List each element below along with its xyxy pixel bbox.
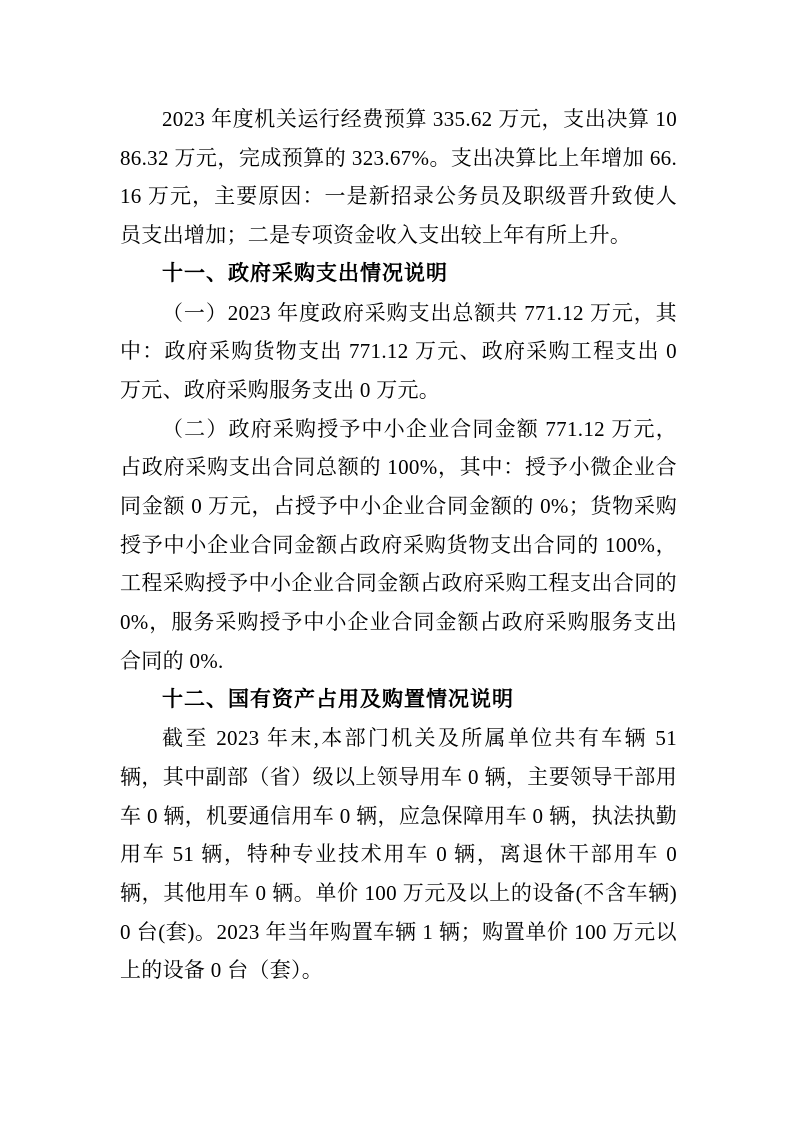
paragraph-state-assets-vehicles: 截至 2023 年末,本部门机关及所属单位共有车辆 51 辆，其中副部（省）级以上领导用车 0 辆，主要领导干部用车 0 辆，机要通信用车 0 辆，应急保障用车 0 辆，执法执勤用车 51 辆，特种专业技术用车 0 辆，离退休干部用车 0 辆，其他用车 0 辆。单价 100 万元及以上的设备(不含车辆)0 台(套)。2023 年当年购置车辆 1 辆；购置单价 100 万元以上的设备 0 台（套）。 <box>120 726 677 983</box>
heading-section-twelve-state-assets: 十二、国有资产占用及购置情况说明 <box>162 687 514 711</box>
document-content <box>120 100 677 990</box>
paragraph-sme-contract-amounts: （二）政府采购授予中小企业合同金额 771.12 万元，占政府采购支出合同总额的 100%，其中：授予小微企业合同金额 0 万元，占授予中小企业合同金额的 0%；货物采购授予中小企业合同金额占政府采购货物支出合同的 100%，工程采购授予中小企业合同金额占政府采购工程支出合同的 0%，服务采购授予中小企业合同金额占政府采购服务支出合同的 0%. <box>120 416 677 673</box>
heading-section-eleven-government-procurement: 十一、政府采购支出情况说明 <box>162 261 448 285</box>
paragraph-procurement-total: （一）2023 年度政府采购支出总额共 771.12 万元，其中：政府采购货物支出 771.12 万元、政府采购工程支出 0 万元、政府采购服务支出 0 万元。 <box>120 300 677 402</box>
paragraph-operating-expenses: 2023 年度机关运行经费预算 335.62 万元，支出决算 1086.32 万元，完成预算的 323.67%。支出决算比上年增加 66.16 万元，主要原因：一是新招录公务员及职级晋升致使人员支出增加；二是专项资金收入支出较上年有所上升。 <box>120 107 677 248</box>
